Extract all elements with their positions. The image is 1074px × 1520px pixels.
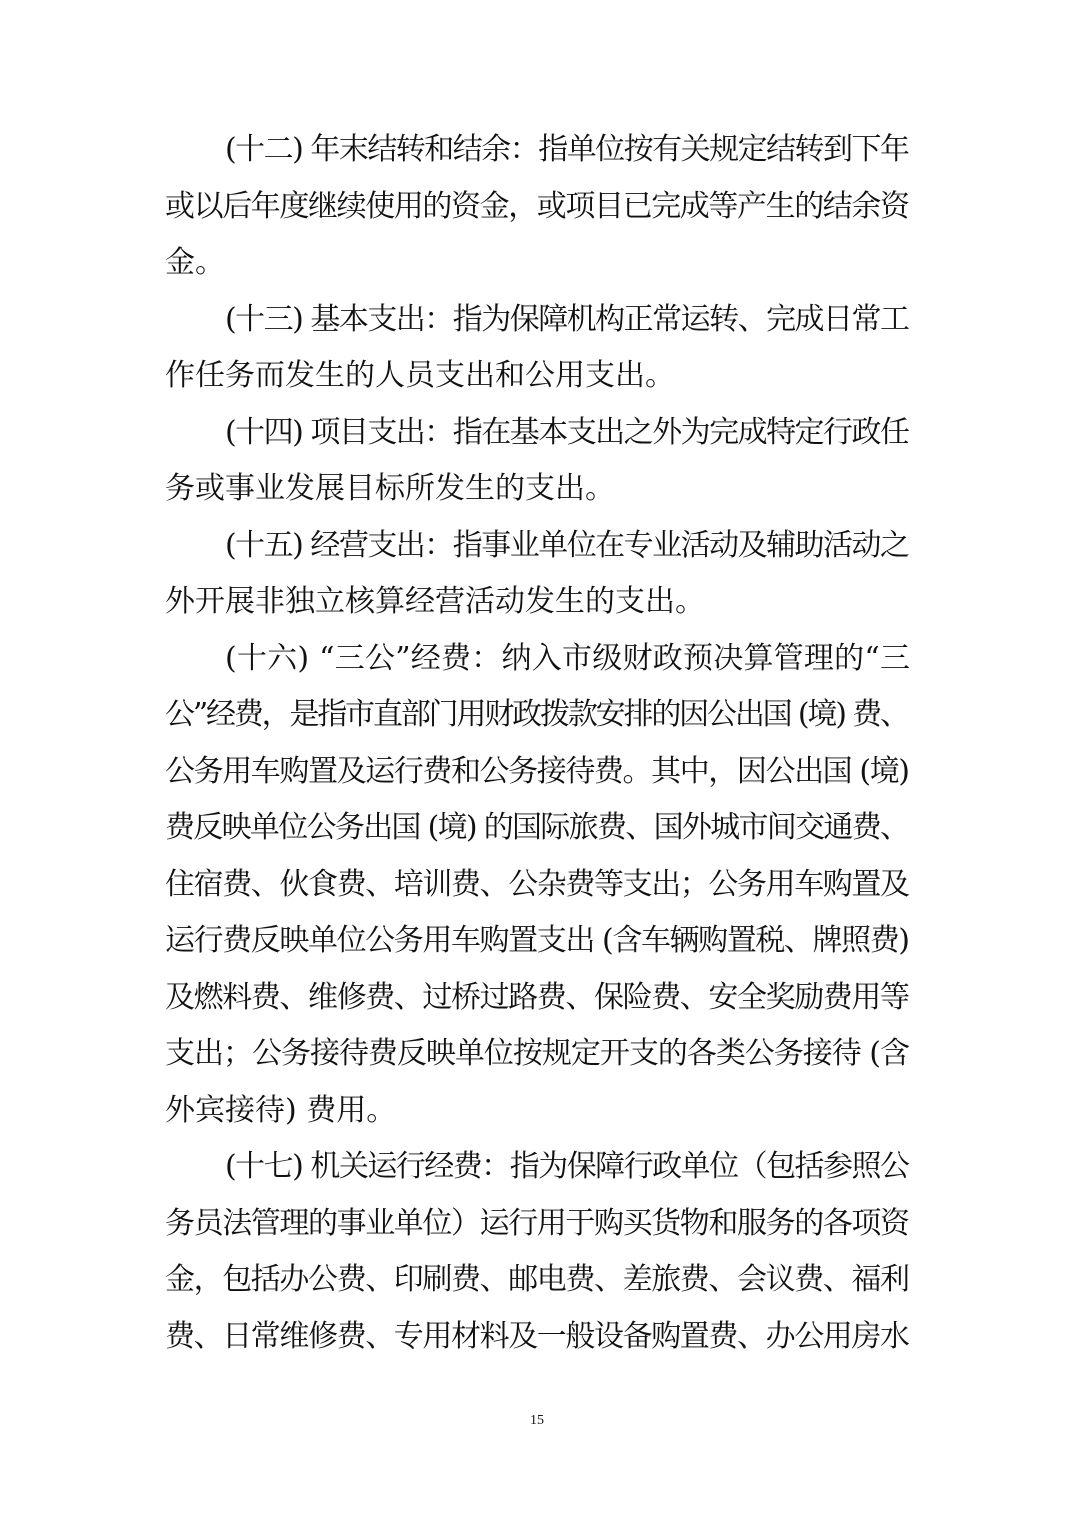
paragraph-line: 住宿费、伙食费、培训费、公杂费等支出；公务用车购置及 — [165, 866, 909, 902]
paragraph-line: 外宾接待) 费用。 — [165, 1092, 397, 1128]
paragraph-sixteen — [165, 631, 910, 1140]
paragraph-line: (十六) “三公”经费：纳入市级财政预决算管理的“三 — [225, 640, 911, 676]
paragraph-fifteen — [165, 518, 910, 631]
paragraph-line: 费、日常维修费、专用材料及一般设备购置费、办公用房水 — [165, 1318, 909, 1354]
paragraph-line: 务或事业发展目标所发生的支出。 — [165, 471, 615, 506]
paragraph-fourteen — [165, 405, 910, 518]
paragraph-line: (十四) 项目支出：指在基本支出之外为完成特定行政任 — [225, 414, 909, 450]
paragraph-line: 务员法管理的事业单位）运行用于购买货物和服务的各项资 — [165, 1205, 909, 1241]
paragraph-thirteen — [165, 292, 910, 405]
paragraph-line: 公”经费，是指市直部门用财政拨款安排的因公出国 (境) 费、 — [165, 697, 908, 732]
paragraph-line: 运行费反映单位公务用车购置支出 (含车辆购置税、牌照费) — [165, 923, 909, 958]
paragraph-line: 及燃料费、维修费、过桥过路费、保险费、安全奖励费用等 — [165, 979, 909, 1015]
paragraph-line: 金。 — [165, 245, 225, 280]
paragraph-line: (十二) 年末结转和结余：指单位按有关规定结转到下年 — [225, 132, 909, 167]
paragraph-line: 费反映单位公务出国 (境) 的国际旅费、国外城市间交通费、 — [165, 810, 909, 845]
paragraph-line: 或以后年度继续使用的资金，或项目已完成等产生的结余资 — [165, 188, 909, 224]
paragraph-line: 作任务而发生的人员支出和公用支出。 — [165, 358, 675, 393]
paragraph-line: (十五) 经营支出：指事业单位在专业活动及辅助活动之 — [225, 527, 909, 563]
paragraph-twelve — [165, 122, 910, 292]
paragraph-line: (十三) 基本支出：指为保障机构正常运转、完成日常工 — [225, 301, 909, 337]
paragraph-seventeen — [165, 1139, 910, 1365]
paragraph-line: 外开展非独立核算经营活动发生的支出。 — [165, 584, 705, 619]
paragraph-line: (十七) 机关运行经费：指为保障行政单位（包括参照公 — [225, 1149, 909, 1184]
page-number: 15 — [530, 1413, 544, 1428]
paragraph-line: 金，包括办公费、印刷费、邮电费、差旅费、会议费、福利 — [165, 1262, 909, 1297]
paragraph-line: 公务用车购置及运行费和公务接待费。其中，因公出国 (境) — [165, 753, 909, 789]
document-body — [165, 122, 910, 1365]
paragraph-line: 支出；公务接待费反映单位按规定开支的各类公务接待 (含 — [165, 1036, 909, 1071]
